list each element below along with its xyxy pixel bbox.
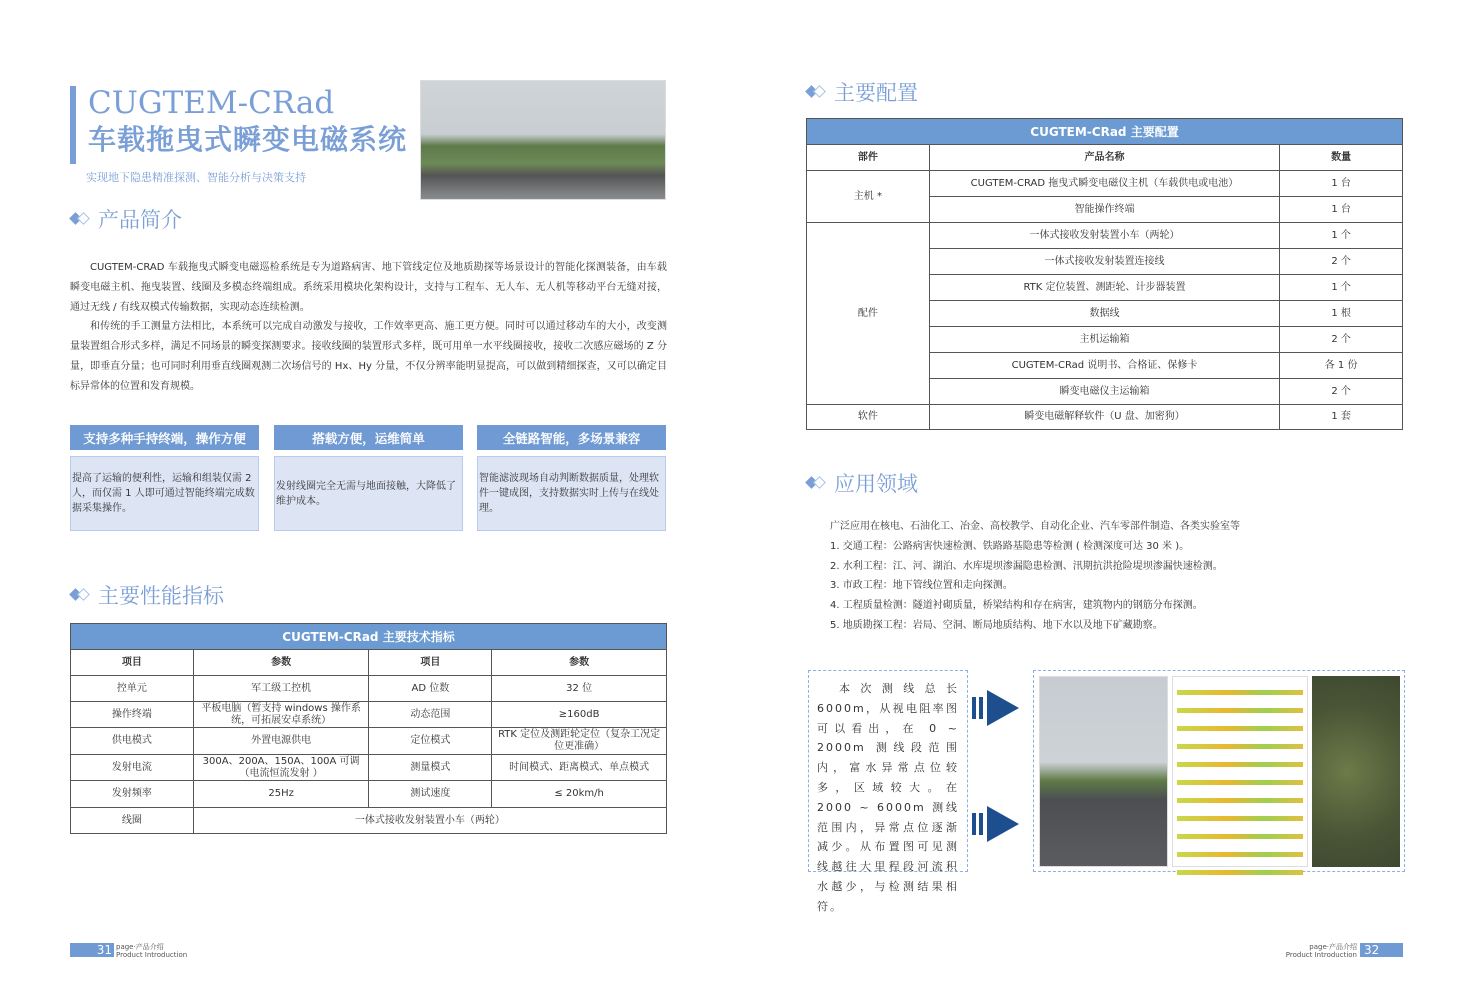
column-header: 项目 bbox=[71, 650, 194, 676]
table-caption: CUGTEM-CRad 主要配置 bbox=[807, 119, 1403, 145]
section-specs-heading bbox=[70, 580, 224, 610]
table-row bbox=[807, 223, 1403, 249]
feature-body: 发射线圈完全无需与地面接触，大降低了维护成本。 bbox=[274, 456, 463, 531]
heading-text: 应用领域 bbox=[834, 472, 918, 496]
diamond-icon bbox=[70, 588, 92, 602]
group-cell: 主机 * bbox=[807, 171, 930, 223]
cell: CUGTEM-CRAD 拖曳式瞬变电磁仪主机（车载供电或电池） bbox=[929, 171, 1279, 197]
table-row bbox=[71, 702, 667, 728]
cell: 控单元 bbox=[71, 676, 194, 702]
feature-card bbox=[70, 425, 259, 531]
cell: 1 个 bbox=[1280, 223, 1403, 249]
cell: 测试速度 bbox=[369, 781, 492, 808]
cell: 300A、200A、150A、100A 可调（电流恒流发射 ） bbox=[193, 755, 369, 781]
cell: 瞬变电磁仪主运输箱 bbox=[929, 379, 1279, 405]
cell: ≤ 20km/h bbox=[492, 781, 667, 808]
cell: 1 根 bbox=[1280, 301, 1403, 327]
section-config-heading bbox=[806, 77, 918, 107]
column-header: 部件 bbox=[807, 145, 930, 171]
cell: 2 个 bbox=[1280, 249, 1403, 275]
cell: 智能操作终端 bbox=[929, 197, 1279, 223]
cell: 2 个 bbox=[1280, 379, 1403, 405]
cell: 军工级工控机 bbox=[193, 676, 369, 702]
column-header: 参数 bbox=[193, 650, 369, 676]
resistivity-chart-image bbox=[1172, 676, 1308, 867]
cell: 测量模式 bbox=[369, 755, 492, 781]
arrow-right-icon bbox=[972, 690, 1032, 726]
product-photo bbox=[420, 80, 666, 200]
heading-text: 产品简介 bbox=[98, 208, 182, 232]
table-row bbox=[71, 676, 667, 702]
cell: RTK 定位及测距轮定位（复杂工况定位更准确） bbox=[492, 728, 667, 755]
footer-label bbox=[1286, 943, 1357, 959]
table-caption: CUGTEM-CRad 主要技术指标 bbox=[71, 624, 667, 650]
table-row bbox=[71, 781, 667, 808]
cell: 2 个 bbox=[1280, 327, 1403, 353]
feature-card bbox=[274, 425, 463, 531]
list-item: 1. 交通工程：公路病害快速检测、铁路路基隐患等检测 ( 检测深度可达 30 米 )。 bbox=[830, 540, 1190, 552]
list-item: 5. 地质勘探工程：岩局、空洞、断局地质结构、地下水以及地下矿藏勘察。 bbox=[830, 619, 1163, 631]
cell: 各 1 份 bbox=[1280, 353, 1403, 379]
cell: 一体式接收发射装置连接线 bbox=[929, 249, 1279, 275]
diamond-icon bbox=[806, 476, 828, 490]
cell: 操作终端 bbox=[71, 702, 194, 728]
intro-paragraph: 和传统的手工测量方法相比，本系统可以完成自动激发与接收，工作效率更高、施工更方便。同时可以通过移动车的大小，改变测量装置组合形式多样，满足不同场景的瞬变探测要求。接收线圈的装置形式多样，既可用单一水平线圈接收，接收二次感应磁场的 Z 分量，即垂直分量；也可同时利用垂直线圈观测二次场信号的 Hx、Hy 分量，不仅分辨率能明显提高，可以做到精细探查，又可以确定目标异常体的位置和发育规模。 bbox=[70, 321, 667, 392]
title-accent-bar bbox=[70, 86, 76, 164]
feature-card bbox=[477, 425, 666, 531]
cell: 瞬变电磁解释软件（U 盘、加密狗） bbox=[929, 405, 1279, 430]
list-item: 2. 水利工程：江、河、湖泊、水库堤坝渗漏隐患检测、汛期抗洪抢险堤坝渗漏快速检测。 bbox=[830, 560, 1223, 572]
cell: RTK 定位装置、测距轮、计步器装置 bbox=[929, 275, 1279, 301]
page-number: 31 bbox=[70, 943, 114, 957]
column-header: 参数 bbox=[492, 650, 667, 676]
column-header: 项目 bbox=[369, 650, 492, 676]
cell: 主机运输箱 bbox=[929, 327, 1279, 353]
cell: 一体式接收发射装置小车（两轮） bbox=[929, 223, 1279, 249]
intro-paragraph: CUGTEM-CRAD 车载拖曳式瞬变电磁巡检系统是专为道路病害、地下管线定位及地质勘探等场景设计的智能化探测装备，由车载瞬变电磁主机、拖曳装置、线圈及多模态终端组成。系统采用模块化架构设计，支持与工程车、无人车、无人机等移动平台无缝对接，通过无线 / 有线双模式传输数据，实现动态连续检测。 bbox=[70, 262, 667, 313]
feature-title: 支持多种手持终端，操作方便 bbox=[70, 425, 259, 450]
case-note-box bbox=[808, 670, 968, 913]
footer-label-cn: page·产品介绍 bbox=[1309, 943, 1357, 951]
footer-label bbox=[116, 943, 187, 959]
case-note-text: 本次测线总长 6000m，从视电阻率图可以看出，在 0 ~ 2000m 测线段范围内，富水异常点位较多，区域较大。在 2000 ~ 6000m 测线范围内，异常点位逐渐减少。从布置图可见测线越往大里程段河流积水越少，与检测结果相符。 bbox=[817, 682, 959, 913]
table-row bbox=[71, 728, 667, 755]
group-cell: 软件 bbox=[807, 405, 930, 430]
cell: 1 个 bbox=[1280, 275, 1403, 301]
group-cell: 配件 bbox=[807, 223, 930, 405]
arrow-right-icon bbox=[972, 806, 1032, 842]
cell: 32 位 bbox=[492, 676, 667, 702]
list-item: 3. 市政工程：地下管线位置和走向探测。 bbox=[830, 580, 1013, 592]
section-intro-heading bbox=[70, 204, 182, 234]
cell: 数据线 bbox=[929, 301, 1279, 327]
page-number: 32 bbox=[1360, 943, 1403, 957]
cell: 外置电源供电 bbox=[193, 728, 369, 755]
cell: CUGTEM-CRad 说明书、合格证、保修卡 bbox=[929, 353, 1279, 379]
cell: AD 位数 bbox=[369, 676, 492, 702]
section-apps-heading bbox=[806, 468, 918, 498]
table-row bbox=[807, 405, 1403, 430]
feature-title: 搭载方便，运维简单 bbox=[274, 425, 463, 450]
feature-title: 全链路智能，多场景兼容 bbox=[477, 425, 666, 450]
list-item: 广泛应用在核电、石油化工、冶金、高校教学、自动化企业、汽车零部件制造、各类实验室等 bbox=[830, 521, 1240, 532]
applications-list bbox=[830, 517, 1240, 636]
cell: 1 台 bbox=[1280, 171, 1403, 197]
feature-body: 提高了运输的便利性，运输和组装仅需 2 人，而仅需 1 人即可通过智能终端完成数据采集操作。 bbox=[70, 456, 259, 531]
specs-table bbox=[70, 623, 667, 834]
heading-text: 主要配置 bbox=[834, 81, 918, 105]
cell: 一体式接收发射装置小车（两轮） bbox=[193, 808, 666, 834]
satellite-map-image bbox=[1312, 676, 1400, 867]
field-photo bbox=[1039, 676, 1168, 867]
cell: ≥160dB bbox=[492, 702, 667, 728]
cell: 1 台 bbox=[1280, 197, 1403, 223]
footer-label-en: Product Introduction bbox=[1285, 951, 1357, 959]
cell: 时间模式、距离模式、单点模式 bbox=[492, 755, 667, 781]
title-en: CUGTEM-CRad bbox=[88, 85, 335, 121]
heading-text: 主要性能指标 bbox=[98, 584, 224, 608]
table-row bbox=[71, 808, 667, 834]
cell: 发射频率 bbox=[71, 781, 194, 808]
table-row bbox=[807, 171, 1403, 197]
table-row bbox=[71, 755, 667, 781]
subtitle: 实现地下隐患精准探测、智能分析与决策支持 bbox=[86, 171, 306, 184]
cell: 线圈 bbox=[71, 808, 194, 834]
footer-label-en: Product Introduction bbox=[116, 951, 188, 959]
cell: 供电模式 bbox=[71, 728, 194, 755]
case-images-box bbox=[1033, 670, 1405, 872]
column-header: 产品名称 bbox=[929, 145, 1279, 171]
diamond-icon bbox=[70, 212, 92, 226]
footer-label-cn: page·产品介绍 bbox=[116, 943, 164, 951]
title-cn: 车载拖曳式瞬变电磁系统 bbox=[88, 123, 408, 156]
intro-text bbox=[70, 258, 667, 397]
list-item: 4. 工程质量检测：隧道衬砌质量，桥梁结构和存在病害，建筑物内的钢筋分布探测。 bbox=[830, 600, 1203, 612]
column-header: 数量 bbox=[1280, 145, 1403, 171]
diamond-icon bbox=[806, 85, 828, 99]
cell: 发射电流 bbox=[71, 755, 194, 781]
cell: 动态范围 bbox=[369, 702, 492, 728]
cell: 定位模式 bbox=[369, 728, 492, 755]
cell: 平板电脑（暂支持 windows 操作系统，可拓展安卓系统） bbox=[193, 702, 369, 728]
feature-body: 智能滤波现场自动判断数据质量，处理软件一键成图，支持数据实时上传与在线处理。 bbox=[477, 456, 666, 531]
config-table bbox=[806, 118, 1403, 430]
cell: 1 套 bbox=[1280, 405, 1403, 430]
cell: 25Hz bbox=[193, 781, 369, 808]
